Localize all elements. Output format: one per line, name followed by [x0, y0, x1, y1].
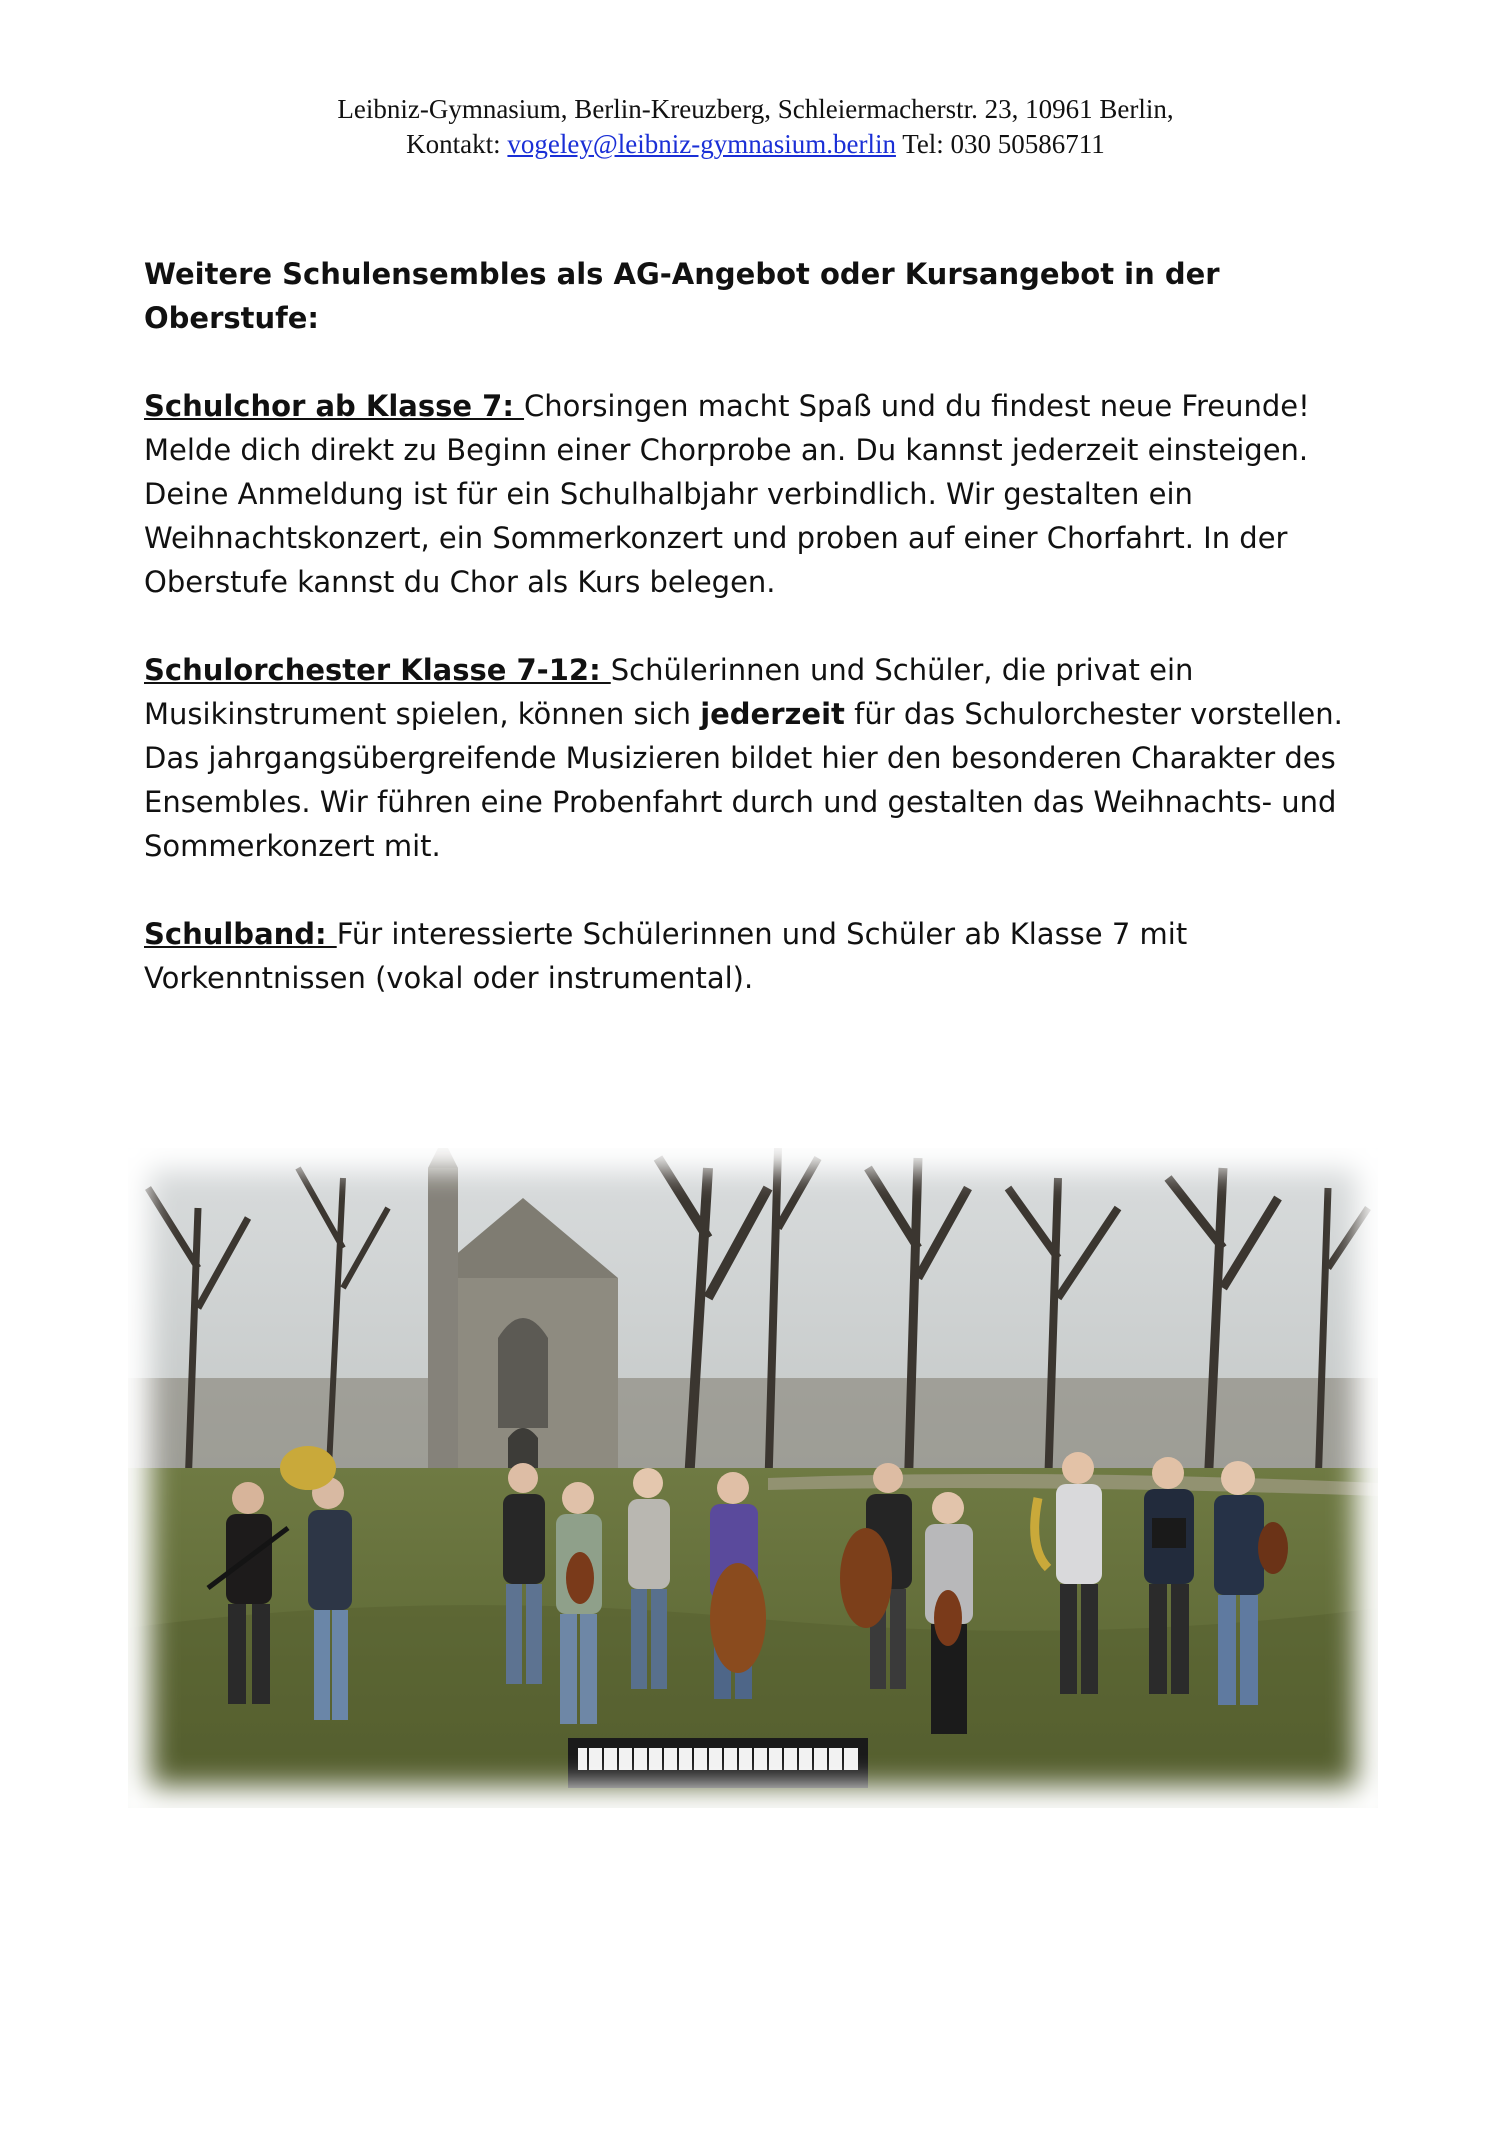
schulorchester-bold-word: jederzeit [700, 697, 845, 731]
schulorchester-label: Schulorchester Klasse 7-12: [144, 653, 611, 687]
email-link[interactable]: vogeley@leibniz-gymnasium.berlin [507, 129, 896, 159]
letterhead-address: Leibniz-Gymnasium, Berlin-Kreuzberg, Schleiermacherstr. 23, 10961 Berlin, [337, 94, 1174, 124]
letterhead [0, 92, 1511, 162]
schulorchester-text-after: für das Schulorchester vorstellen. Das jahrgangsübergreifende Musizieren bildet hier den besonderen Charakter des Ensembles. Wir führen eine Probenfahrt durch und gestalten das Weihnachts- und Sommerkonzert mit. [144, 697, 1343, 863]
contact-prefix: Kontakt: [406, 129, 508, 159]
schulband-label: Schulband: [144, 917, 337, 951]
schulorchester-text-before: Schülerinnen und Schüler, die privat ein Musikinstrument spielen, können sich [144, 653, 1194, 731]
ensemble-photo-illustration [128, 1148, 1378, 1808]
document-body [144, 252, 1384, 1044]
ensemble-photo [128, 1148, 1378, 1808]
intro-heading: Weitere Schulensembles als AG-Angebot oder Kursangebot in der Oberstufe: [144, 257, 1220, 335]
letterhead-contact [0, 127, 1511, 162]
section-schulband [144, 912, 1384, 1000]
phone-number: Tel: 030 50586711 [895, 129, 1105, 159]
section-schulchor [144, 384, 1384, 604]
keyboard-instrument [568, 1738, 868, 1788]
schulband-text: Für interessierte Schülerinnen und Schüler ab Klasse 7 mit Vorkenntnissen (vokal oder instrumental). [144, 917, 1188, 995]
section-schulorchester [144, 648, 1384, 868]
schulchor-label: Schulchor ab Klasse 7: [144, 389, 525, 423]
schulchor-text: Chorsingen macht Spaß und du findest neue Freunde! Melde dich direkt zu Beginn einer Chorprobe an. Du kannst jederzeit einsteigen. Deine Anmeldung ist für ein Schulhalbjahr verbindlich. Wir gestalten ein Weihnachtskonzert, ein Sommerkonzert und proben auf einer Chorfahrt. In der Oberstufe kannst du Chor als Kurs belegen. [144, 389, 1310, 599]
